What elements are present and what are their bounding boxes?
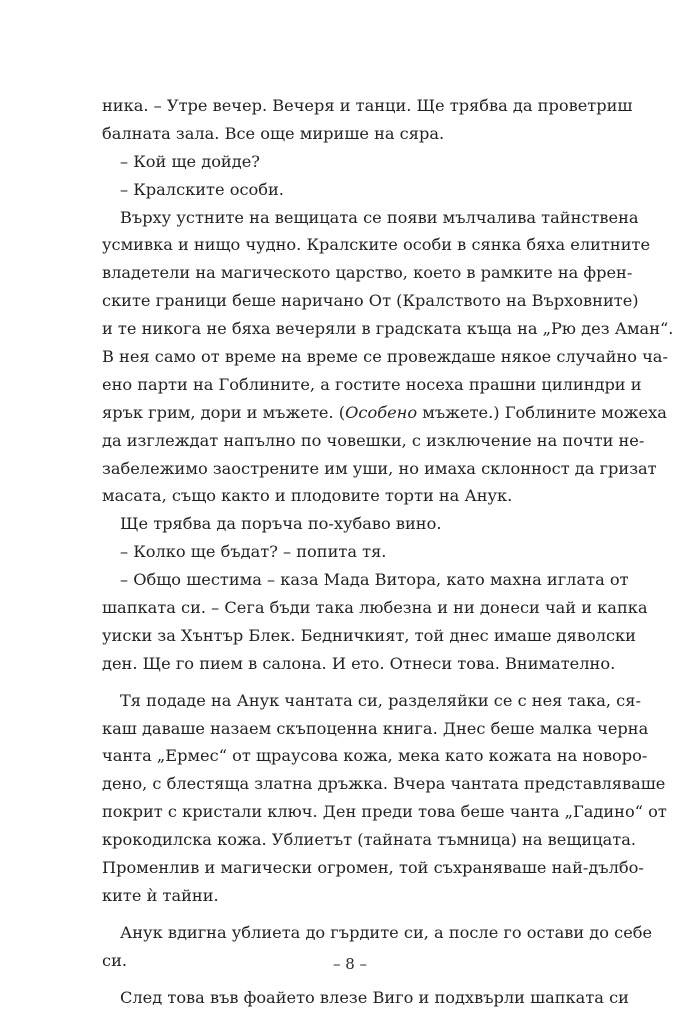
- text-line-with-italic: [102, 399, 667, 427]
- page-number: – 8 –: [332, 955, 368, 973]
- text-line: владетели на магическото царство, което в рамките на френ-: [102, 263, 633, 283]
- text-line: Тя подаде на Анук чантата си, разделяйки се с нея така, ся-: [120, 690, 641, 710]
- dialogue-line: – Общо шестима – каза Мада Витора, като махна иглата от: [120, 570, 629, 590]
- dialogue-line: – Кралските особи.: [120, 179, 284, 199]
- text-line: си.: [102, 950, 128, 970]
- dialogue-line: – Кой ще дойде?: [120, 151, 260, 171]
- text-line: и те никога не бяха вечеряли в градската къща на „Рю дез Аман“.: [102, 319, 674, 339]
- text-line: В нея само от време на време се провеждаше някое случайно ча-: [102, 347, 668, 367]
- dialogue-line: – Колко ще бъдат? – попита тя.: [120, 542, 387, 562]
- text-segment: ярък грим, дори и мъжете.: [102, 402, 334, 422]
- text-line: След това във фоайето влезе Виго и подхвърли шапката си: [120, 987, 629, 1007]
- text-line: каш даваше назаем скъпоценна книга. Днес беше малка черна: [102, 718, 649, 738]
- text-line: крокодилска кожа. Ублиетът (тайната тъмница) на вещицата.: [102, 830, 637, 850]
- body-text: [102, 92, 674, 1012]
- text-line: ника. – Утре вечер. Вечеря и танци. Ще трябва да проветриш: [102, 96, 633, 115]
- text-line: шапката си. – Сега бъди така любезна и ни донеси чай и капка: [102, 598, 648, 618]
- text-segment: мъжете.): [422, 402, 500, 422]
- text-line: уиски за Хънтър Блек. Бедничкият, той днес имаше дяволски: [102, 625, 636, 645]
- text-segment: Гоблините можеха: [504, 402, 667, 422]
- text-line: ден. Ще го пием в салона. И ето. Отнеси това. Внимателно.: [102, 653, 616, 673]
- text-line: усмивка и нищо чудно. Кралските особи в сянка бяха елитните: [102, 235, 651, 255]
- text-line: да изглеждат напълно по човешки, с изключение на почти не-: [102, 430, 645, 450]
- text-line: ските граници беше наричано От (Кралството на Върховните): [102, 291, 639, 311]
- text-line: Върху устните на вещицата се появи мълчалива тайнствена: [120, 207, 639, 227]
- text-line: дено, с блестяща златна дръжка. Вчера чантата представляваше: [102, 774, 666, 794]
- text-line: ките ѝ тайни.: [102, 885, 219, 905]
- text-segment: (Особено мъжете.): [338, 402, 500, 422]
- text-line: Анук вдигна ублиета до гърдите си, а после го остави до себе: [120, 922, 653, 942]
- text-line: Променлив и магически огромен, той съхраняваше най-дълбо-: [102, 858, 644, 878]
- text-line: чанта „Ермес“ от щраусова кожа, мека като кожата на новоро-: [102, 746, 648, 766]
- text-line: балната зала. Все още мирише на сяра.: [102, 123, 445, 143]
- text-line: ено парти на Гоблините, а гостите носеха прашни цилиндри и: [102, 374, 642, 394]
- text-line: масата, също както и плодовите торти на Анук.: [102, 486, 513, 506]
- text-line: покрит с кристали ключ. Ден преди това беше чанта „Гадино“ от: [102, 802, 667, 822]
- text-line: забележимо заострените им уши, но имаха склонност да гризат: [102, 458, 657, 478]
- italic-word: Особено: [345, 402, 418, 422]
- text-line: Ще трябва да поръча по-хубаво вино.: [120, 514, 442, 534]
